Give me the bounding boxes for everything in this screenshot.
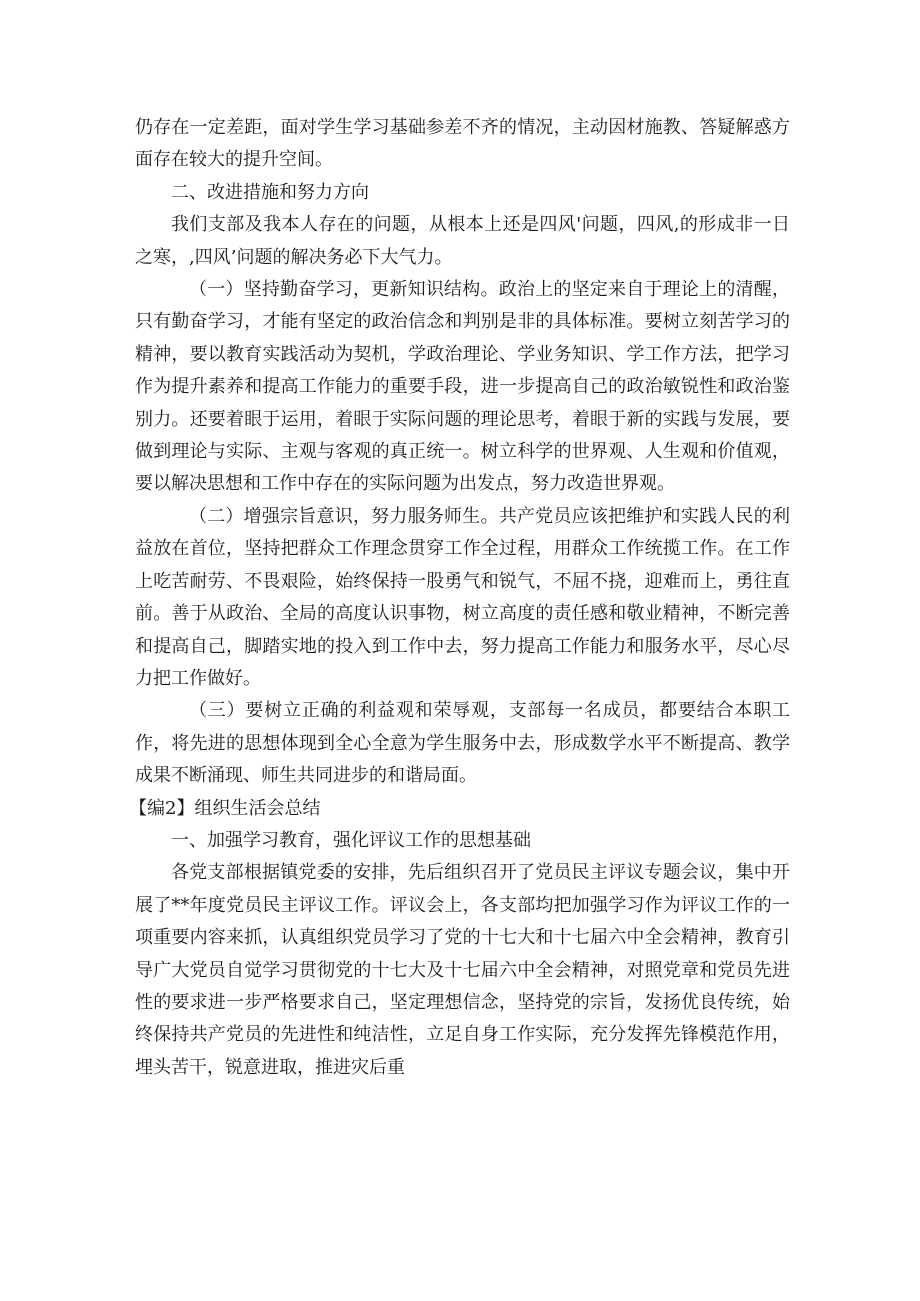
document-body <box>129 112 790 1084</box>
section-heading-improvement: 二、改进措施和努力方向 <box>171 181 369 203</box>
paragraph-branch-review: 各党支部根据镇党委的安排，先后组织召开了党员民主评议专题会议，集中开展了**年度党员民主评议工作。评议会上，各支部均把加强学习作为评议工作的一项重要内容来抓，认真组织党员学习了党的十七大和十七届六中全会精神，教育引导广大党员自觉学习贯彻党的十七大及十七届六中全会精神，对照党章和党员先进性的要求进一步严格要求自己，坚定理想信念，坚持党的宗旨，发扬优良传统，始终保持共产党员的先进性和纯洁性，立足自身工作实际，充分发挥先锋模范作用，埋头苦干，锐意进取，推进灾后重 <box>135 862 790 1078</box>
paragraph-continuation: 仍存在一定差距，面对学生学习基础参差不齐的情况，主动因材施教、答疑解惑方面存在较大的提升空间。 <box>135 117 790 171</box>
paragraph-four-winds: 我们支部及我本人存在的问题，从根本上还是四风'问题，四风,的形成非一日之寒，,四风’问题的解决务必下大气力。 <box>135 214 790 268</box>
section-heading-study: 一、加强学习教育，强化评议工作的思想基础 <box>171 829 531 851</box>
article-heading-2: 【编2】组织生活会总结 <box>129 797 321 819</box>
paragraph-item-1: （一）坚持勤奋学习，更新知识结构。政治上的坚定来自于理论上的清醒，只有勤奋学习，才能有坚定的政治信念和判别是非的具体标准。要树立刻苦学习的精神，要以教育实践活动为契机，学政治理论、学业务知识、学工作方法，把学习作为提升素养和提高工作能力的重要手段，进一步提高自己的政治敏锐性和政治鉴别力。还要着眼于运用，着眼于实际问题的理论思考，着眼于新的实践与发展，要做到理论与实际、主观与客观的真正统一。树立科学的世界观、人生观和价值观，要以解决思想和工作中存在的实际问题为出发点，努力改造世界观。 <box>135 279 790 495</box>
paragraph-item-3: （三）要树立正确的利益观和荣辱观，支部每一名成员，都要结合本职工作，将先进的思想体现到全心全意为学生服务中去，形成数学水平不断提高、教学成果不断涌现、师生共同进步的和谐局面。 <box>135 700 790 787</box>
paragraph-item-2: （二）增强宗旨意识，努力服务师生。共产党员应该把维护和实践人民的利益放在首位，坚持把群众工作理念贯穿工作全过程，用群众工作统揽工作。在工作上吃苦耐劳、不畏艰险，始终保持一股勇气和锐气，不屈不挠，迎难而上，勇往直前。善于从政治、全局的高度认识事物，树立高度的责任感和敬业精神，不断完善和提高自己，脚踏实地的投入到工作中去，努力提高工作能力和服务水平，尽心尽力把工作做好。 <box>135 505 790 689</box>
